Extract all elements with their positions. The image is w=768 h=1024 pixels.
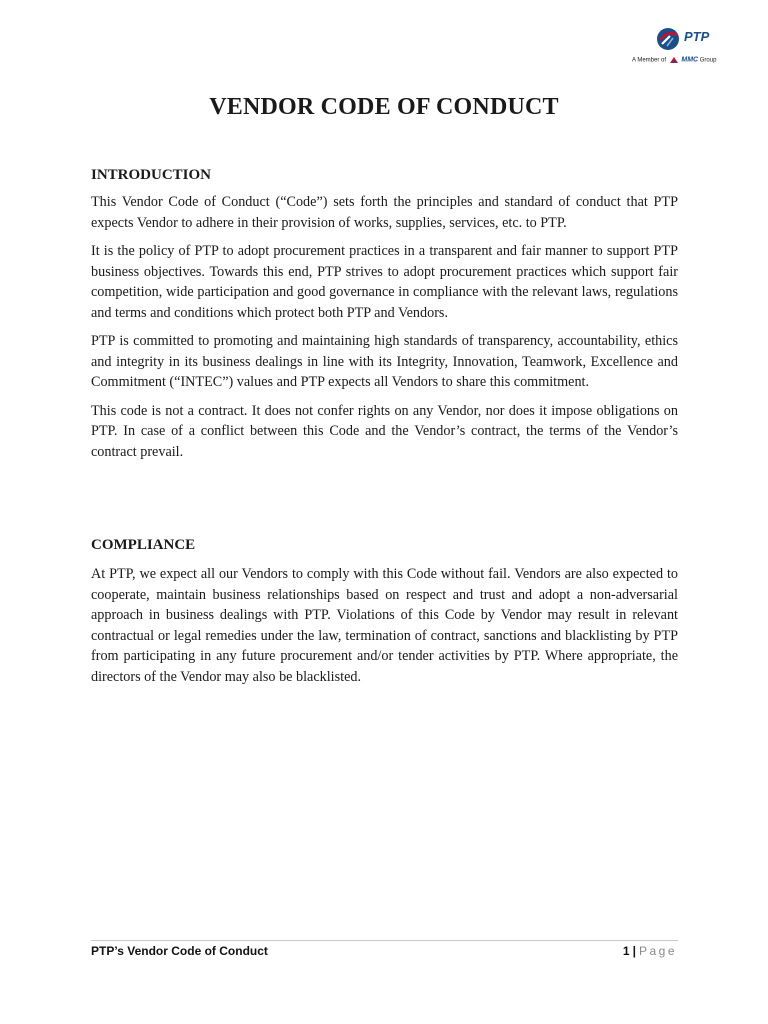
section-heading: COMPLIANCE: [91, 537, 196, 553]
logo-wordmark: PTP: [684, 29, 710, 44]
member-brand: MMC: [681, 56, 699, 64]
document-title: VENDOR CODE OF CONDUCT: [209, 94, 559, 120]
footer-divider: [91, 940, 678, 941]
page-number: 1: [622, 944, 630, 958]
ptp-globe-icon: [656, 27, 680, 51]
paragraph: This Vendor Code of Conduct (“Code”) sets forth the principles and standard of conduct that PTP expects Vendor to adhere in their provision of works, supplies, services, etc. to PTP.: [91, 194, 678, 231]
section-heading: INTRODUCTION: [91, 167, 212, 183]
footer-page-indicator: [623, 944, 677, 958]
member-prefix: A Member of: [632, 57, 667, 64]
page-label: Page: [638, 944, 677, 958]
footer-document-name: PTP’s Vendor Code of Conduct: [91, 944, 268, 958]
paragraph: At PTP, we expect all our Vendors to comply with this Code without fail. Vendors are also expected to cooperate, maintain business relationships based on respect and trust and adopt a non-adversarial approach in business dealings with PTP. Violations of this Code by Vendor may result in relevant contractual or legal remedies under the law, termination of contract, sanctions and blacklisting by PTP from participating in any future procurement and/or tender activities by PTP. Where appropriate, the directors of the Vendor may also be blacklisted.: [91, 566, 678, 685]
mmc-logo-icon: [669, 56, 679, 64]
paragraph: This code is not a contract. It does not confer rights on any Vendor, nor does it impose obligations on PTP. In case of a conflict between this Code and the Vendor’s contract, the terms of the Vendor’s contract prevail.: [91, 402, 678, 460]
section-compliance: [91, 537, 678, 695]
section-introduction: [91, 167, 678, 470]
member-of-tagline: [632, 56, 716, 64]
paragraph: PTP is committed to promoting and maintaining high standards of transparency, accountability, ethics and integrity in its business dealings in line with its Integrity, Innovation, Teamwork, Excellence and Commitment (“INTEC”) values and PTP expects all Vendors to share this commitment.: [91, 333, 678, 390]
ptp-logo: [632, 24, 732, 68]
page-separator: |: [632, 944, 636, 958]
paragraph: It is the policy of PTP to adopt procurement practices in a transparent and fair manner to support PTP business objectives. Towards this end, PTP strives to adopt procurement practices which support fair competition, wide participation and good governance in compliance with the relevant laws, regulations and terms and conditions which protect both PTP and Vendors.: [91, 243, 678, 321]
member-suffix: Group: [699, 57, 717, 64]
